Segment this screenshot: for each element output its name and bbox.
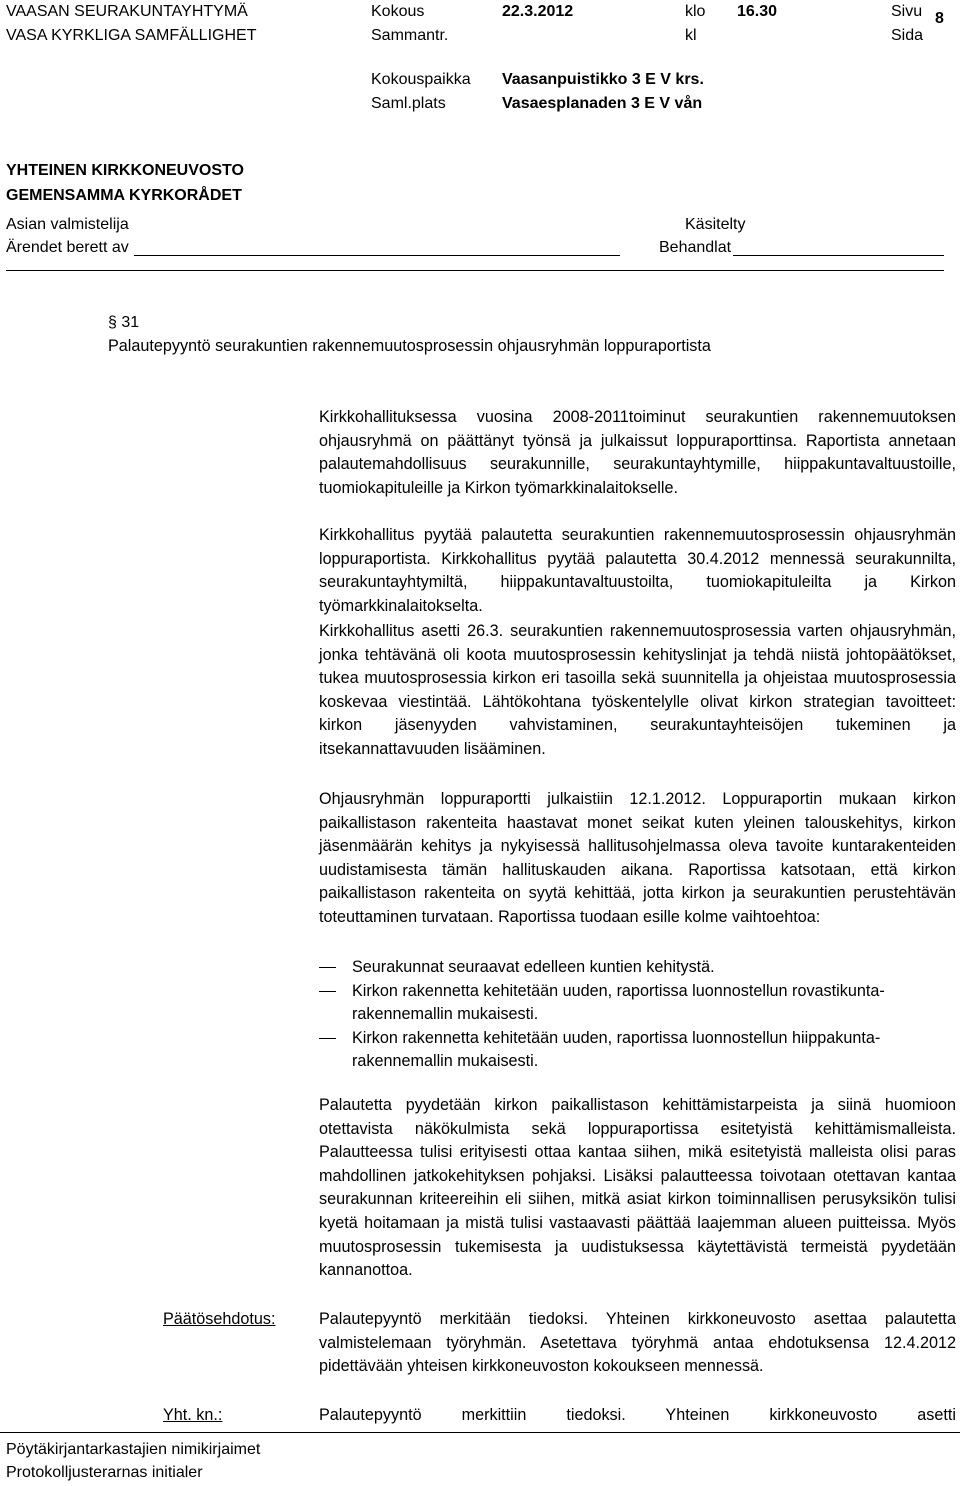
meeting-label-sv: Sammantr. (371, 27, 449, 44)
place-label-sv: Saml.plats (371, 95, 446, 112)
place-label-fi: Kokouspaikka (371, 71, 471, 88)
list-item: Kirkon rakennetta kehitetään uuden, raportissa luonnostellun rovastikunta-rakennemallin mukaisesti. (319, 980, 956, 1027)
time-label-fi: klo (685, 3, 706, 20)
report-paragraph: Ohjausryhmän loppuraportti julkaistiin 12.1.2012. Loppuraportin mukaan kirkon paikallistason rakenteita haastavat monet seikat kuten yleinen talouskehitys, kirkon jäsenmäärän kehitys ja nykyisessä hallitusohjelmassa oleva tavoite kuntarakenteiden uudistamisesta tämän hallituskauden aikana. Raportissa katsotaan, että kirkon paikallistason rakenteita on syytä kehittää, jotta kirkon ja seurakuntien perustehtävän toteuttaminen turvataan. Raportissa tuodaan esille kolme vaihtoehtoa: (319, 790, 956, 926)
meeting-date: 22.3.2012 (502, 3, 574, 20)
proposal-text: Palautepyyntö merkitään tiedoksi. Yhteinen kirkkoneuvosto asettaa palautetta valmistelemaan työryhmän. Asetettava työryhmä antaa ehdotuksensa 12.4.2012 pidettävään yhteisen kirkkoneuvoston kokoukseen mennessä. (319, 1310, 956, 1376)
prepared-label-fi: Asian valmistelija (6, 216, 129, 233)
page-label-sv: Sida (891, 27, 924, 44)
background-paragraph: Kirkkohallitus asetti 26.3. seurakuntien rakennemuutosprosessia varten ohjausryhmän, jonka tehtävänä oli koota muutosprosessin kehityslinjat ja tehdä niistä johtopäätökset, tukea muutosprosessia kirkon eri tasoilla sekä suunnitella ja ohjeistaa muutosprosessia koskevaa viestintää. Lähtökohtana työskentelylle olivat kirkon strategian tavoitteet: kirkon jäsenyyden vahvistaminen, seurakuntayhteisöjen tukeminen ja itsekannattavuuden lisääminen. (319, 622, 956, 758)
request-paragraph: Kirkkohallitus pyytää palautetta seurakuntien rakennemuutosprosessin ohjausryhmän loppuraportista. Kirkkohallitus pyytää palautetta 30.4.2012 mennessä seurakunnilta, seurakuntayhtymiltä, hiippakuntavaltuustoilta, tuomiokapituleilta ja Kirkon työmarkkinalaitokselta. (319, 526, 956, 615)
org-name-sv: VASA KYRKLIGA SAMFÄLLIGHET (6, 27, 257, 44)
dash-bullet-icon (319, 967, 336, 968)
page-number: 8 (935, 10, 944, 27)
footer-divider (0, 1432, 960, 1433)
decision-text: Palautepyyntö merkittiin tiedoksi. Yhteinen kirkkoneuvosto asetti (319, 1406, 956, 1424)
proposal-label: Päätösehdotus: (163, 1310, 276, 1328)
decision-label: Yht. kn.: (163, 1406, 223, 1424)
list-item: Kirkon rakennetta kehitetään uuden, raportissa luonnostellun hiippakunta-rakennemallin mukaisesti. (319, 1027, 956, 1074)
page-label-fi: Sivu (891, 3, 923, 20)
feedback-paragraph: Palautetta pyydetään kirkon paikallistason kehittämistarpeista ja siinä huomioon otettavista näkökulmista sekä loppuraportissa esitetyistä kehittämismalleista. Palautteessa tulisi erityisesti ottaa kantaa siihen, mikä esitetyistä malleista olisi paras mahdollinen jatkokehityksen pohjaksi. Lisäksi palautteessa toivotaan otettavan kantaa seurakunnan kriteereihin eli siihen, mitkä asiat kirkon toiminnallisen perusyksikön tulisi kyetä hoitamaan ja mistä tulisi vastaavasti päättää laajemman alueen puitteissa. Myös muutosprosessin tukemisesta ja uudistuksessa käytettävistä termeistä pyydetään kannanottoa. (319, 1096, 956, 1280)
intro-paragraph: Kirkkohallituksessa vuosina 2008-2011toiminut seurakuntien rakennemuutoksen ohjausryhmä on päättänyt työnsä ja julkaissut loppuraporttinsa. Raportista annetaan palautemahdollisuus seurakunnille, seurakuntayhtymille, hiippakuntavaltuustoille, tuomiokapituleille ja Kirkon työmarkkinalaitokselle. (319, 408, 956, 497)
handled-fill-line (733, 255, 944, 256)
handled-label-sv: Behandlat (659, 239, 732, 256)
body-title-fi: YHTEINEN KIRKKONEUVOSTO (6, 162, 244, 179)
org-name-fi: VAASAN SEURAKUNTAYHTYMÄ (6, 3, 248, 20)
options-list (319, 956, 956, 1074)
prepared-fill-line (134, 255, 620, 256)
header-divider (6, 270, 944, 271)
body-title-sv: GEMENSAMMA KYRKORÅDET (6, 187, 242, 204)
place-fi: Vaasanpuistikko 3 E V krs. (502, 71, 704, 88)
time-label-sv: kl (685, 27, 697, 44)
meeting-time: 16.30 (737, 3, 778, 20)
prepared-label-sv: Ärendet berett av (6, 239, 129, 256)
place-sv: Vasaesplanaden 3 E V vån (502, 95, 703, 112)
footer-initials-sv: Protokolljusterarnas initialer (6, 1464, 203, 1481)
dash-bullet-icon (319, 1038, 336, 1039)
footer-initials-fi: Pöytäkirjantarkastajien nimikirjaimet (6, 1441, 261, 1458)
meeting-label-fi: Kokous (371, 3, 425, 20)
list-item: Seurakunnat seuraavat edelleen kuntien kehitystä. (319, 956, 956, 980)
handled-label-fi: Käsitelty (685, 216, 746, 233)
section-title: Palautepyyntö seurakuntien rakennemuutosprosessin ohjausryhmän loppuraportista (108, 337, 711, 355)
section-number-value: 31 (121, 314, 140, 331)
section-number: § 31 (108, 314, 140, 331)
dash-bullet-icon (319, 991, 336, 992)
